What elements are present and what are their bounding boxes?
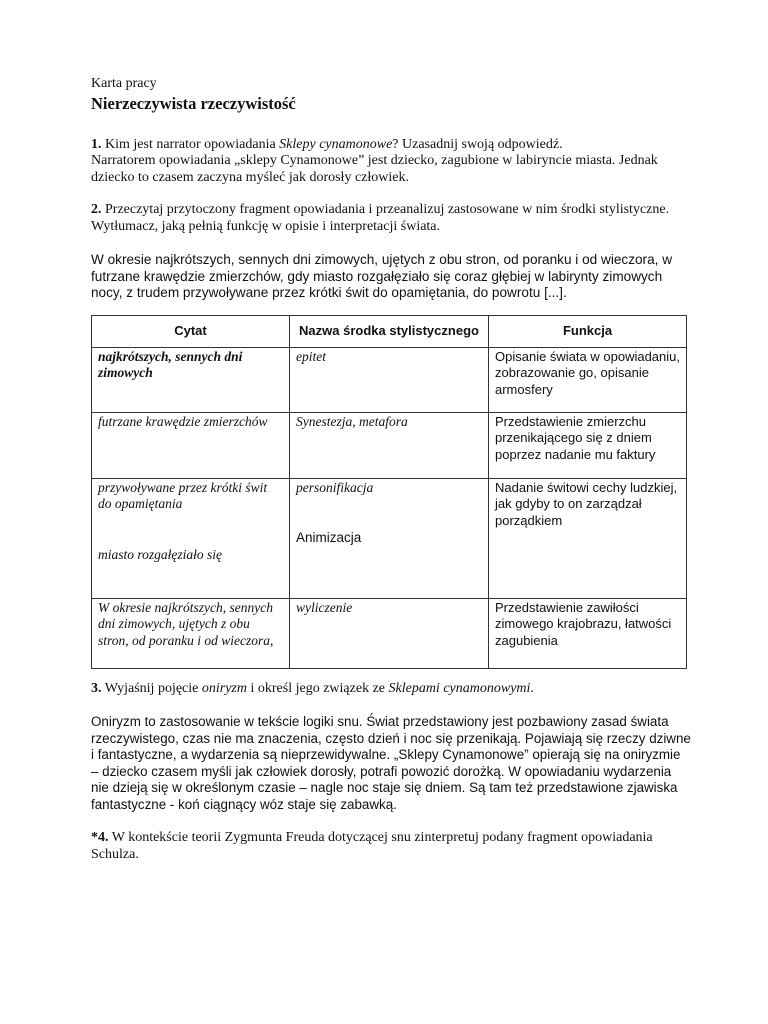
question-3-title-italic: Sklepami cynamonowymi <box>388 680 531 696</box>
table-header-row <box>92 315 687 347</box>
stylistic-devices-table <box>91 315 687 669</box>
table-row <box>92 347 687 412</box>
cell-srodek: epitet <box>290 347 489 412</box>
quoted-fragment: W okresie najkrótszych, sennych dni zimowych, ujętych z obu stron, od poranku i od wieczora, w futrzane krawędzie zmierzchów, gdy miasto rozgałęziało się coraz głębiej w labirynty zimowych nocy, z trudem przywoływane przez krótki świt do opamiętania, do powrotu [...]. <box>91 252 673 300</box>
cell-cytat-line-2: miasto rozgałęziało się <box>98 546 223 562</box>
cell-srodek <box>290 478 489 598</box>
cell-srodek-line-1: personifikacja <box>296 479 374 495</box>
question-1 <box>91 137 691 154</box>
cell-cytat: najkrótszych, sennych dni zimowych <box>92 347 290 412</box>
question-1-number: 1. <box>91 136 102 152</box>
question-2-text: Przeczytaj przytoczony fragment opowiadania i przeanalizuj zastosowane w nim środki stylistyczne. Wytłumacz, jaką pełnią funkcję w opisie i interpretacji świata. <box>91 202 670 234</box>
cell-funkcja: Nadanie świtowi cechy ludzkiej, jak gdyby to on zarządzał porządkiem <box>489 478 687 598</box>
question-4-number: *4. <box>91 830 109 845</box>
table-row <box>92 598 687 668</box>
header-funkcja: Funkcja <box>489 315 687 347</box>
worksheet-title: Nierzeczywista rzeczywistość <box>91 93 296 113</box>
header-nazwa-srodka: Nazwa środka stylistycznego <box>290 315 489 347</box>
table-row <box>92 412 687 478</box>
question-3-text-3: . <box>530 680 534 696</box>
question-1-text-after: ? Uzasadnij swoją odpowiedź. <box>392 136 563 152</box>
table-row <box>92 478 687 598</box>
question-3-text-2: i określ jego związek ze <box>247 680 389 696</box>
question-3-number: 3. <box>91 680 102 696</box>
cell-cytat-line-1: przywoływane przez krótki świt do opamiętania <box>98 479 268 511</box>
cell-spacer <box>98 513 283 547</box>
worksheet-page <box>91 76 691 863</box>
cell-funkcja: Przedstawienie zawiłości zimowego krajobrazu, łatwości zagubienia <box>489 598 687 668</box>
question-2 <box>91 202 691 235</box>
cell-srodek: wyliczenie <box>290 598 489 668</box>
question-4-text: W kontekście teorii Zygmunta Freuda dotyczącej snu zinterpretuj podany fragment opowiadania Schulza. <box>91 830 653 862</box>
cell-srodek-line-2: Animizacja <box>296 530 362 545</box>
question-3-term-italic: oniryzm <box>201 680 247 696</box>
cell-cytat <box>92 478 290 598</box>
cell-srodek: Synestezja, metafora <box>290 412 489 478</box>
question-4 <box>91 830 691 863</box>
cell-spacer <box>296 496 482 530</box>
question-3-text-1: Wyjaśnij pojęcie <box>101 680 202 696</box>
header-cytat: Cytat <box>92 315 290 347</box>
answer-3: Oniryzm to zastosowanie w tekście logiki snu. Świat przedstawiony jest pozbawiony zasad świata rzeczywistego, czas nie ma znaczenia, często dzień i noc się przenikają. Pojawiają się rzeczy dziwne i fantastyczne, a wydarzenia są nieprzewidywalne. „Sklepy Cynamonowe” opierają się na oniryzmie – dziecko czasem myśli jak człowiek dorosły, potrafi powozić dorożką. W opowiadaniu wydarzenia nie dzieją się w określonym czasie – nagle noc staje się dniem. Są tam też przedstawione zjawiska fantastyczne - koń ciągnący wóz staje się zabawką. <box>91 714 691 812</box>
question-1-title-italic: Sklepy cynamonowe <box>279 136 393 152</box>
question-2-number: 2. <box>91 202 102 217</box>
worksheet-subtitle: Karta pracy <box>91 76 157 91</box>
cell-cytat: futrzane krawędzie zmierzchów <box>92 412 290 478</box>
cell-cytat: W okresie najkrótszych, sennych dni zimowych, ujętych z obu stron, od poranku i od wieczora, <box>92 598 290 668</box>
cell-funkcja: Opisanie świata w opowiadaniu, zobrazowanie go, opisanie armosfery <box>489 347 687 412</box>
answer-1: Narratorem opowiadania „sklepy Cynamonowe” jest dziecko, zagubione w labiryncie miasta. Jednak dziecko to czasem zaczyna myśleć jak dorosły człowiek. <box>91 153 658 185</box>
question-1-text-before: Kim jest narrator opowiadania <box>101 136 280 152</box>
question-3 <box>91 681 691 698</box>
cell-funkcja: Przedstawienie zmierzchu przenikającego się z dniem poprzez nadanie mu faktury <box>489 412 687 478</box>
